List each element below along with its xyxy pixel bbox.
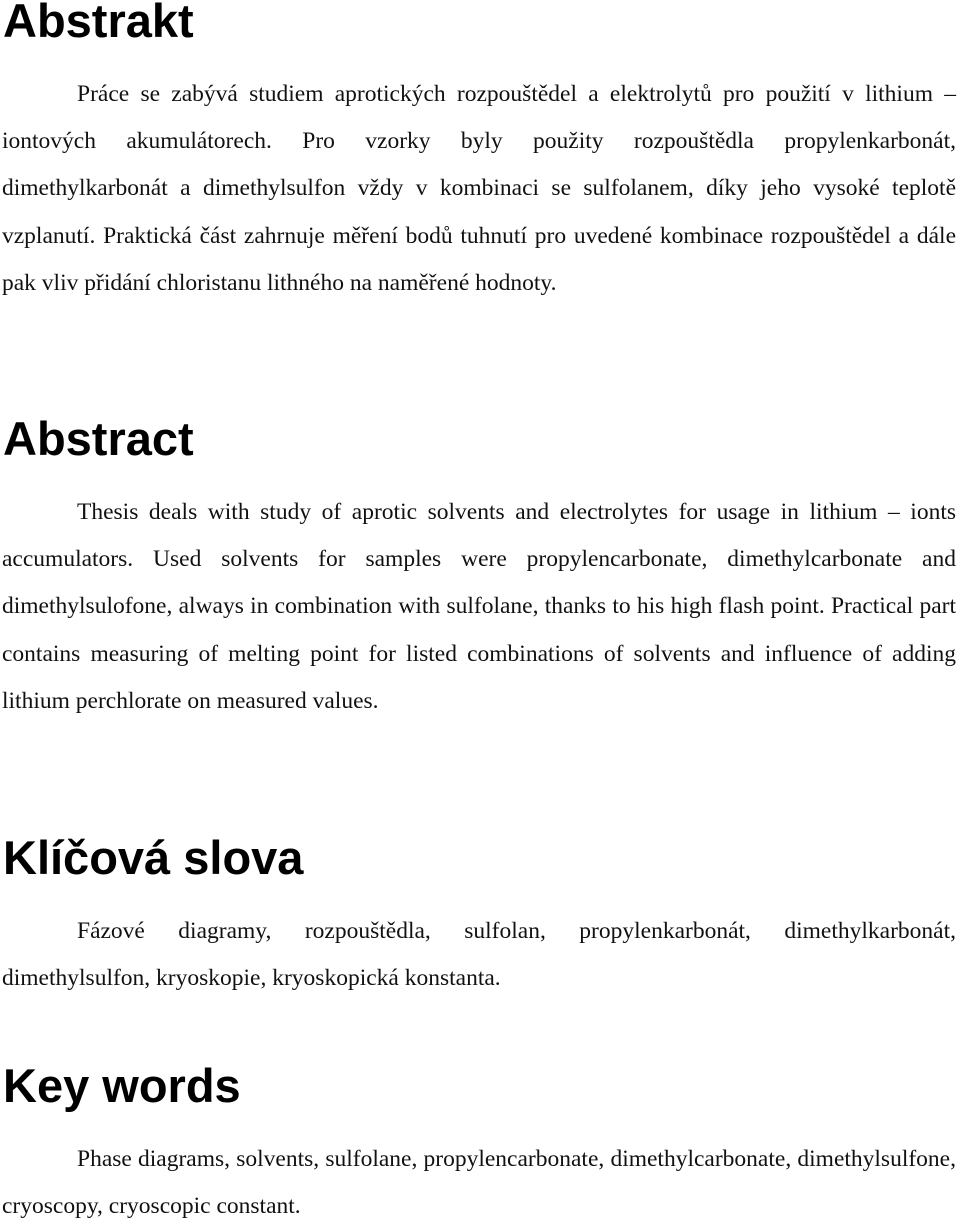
heading-key-words: Key words xyxy=(3,1059,241,1112)
paragraph-abstract: Thesis deals with study of aprotic solvents and electrolytes for usage in lithium – ionts accumulators. Used solvents for samples were propylencarbonate, dimethylcarbonate and dimethylsulofone, always in combination with sulfolane, thanks to his high flash point. Practical part contains measuring of melting point for listed combinations of solvents and influence of adding lithium perchlorate on measured values. xyxy=(2,499,956,714)
heading-abstract: Abstract xyxy=(3,412,194,465)
heading-abstrakt: Abstrakt xyxy=(3,0,194,47)
paragraph-klicova-slova: Fázové diagramy, rozpouštědla, sulfolan, propylenkarbonát, dimethylkarbonát, dimethylsulfon, kryoskopie, kryoskopická konstanta. xyxy=(2,918,956,992)
paragraph-abstrakt: Práce se zabývá studiem aprotických rozpouštědel a elektrolytů pro použití v lithium – iontových akumulátorech. Pro vzorky byly použity rozpouštědla propylenkarbonát, dimethylkarbonát a dimethylsulfon vždy v kombinaci se sulfolanem, díky jeho vysoké teplotě vzplanutí. Praktická část zahrnuje měření bodů tuhnutí pro uvedené kombinace rozpouštědel a dále pak vliv přidání chloristanu lithného na naměřené hodnoty. xyxy=(2,81,956,296)
heading-klicova-slova: Klíčová slova xyxy=(3,831,304,884)
paragraph-key-words: Phase diagrams, solvents, sulfolane, propylencarbonate, dimethylcarbonate, dimethylsulfone, cryoscopy, cryoscopic constant. xyxy=(2,1146,956,1220)
